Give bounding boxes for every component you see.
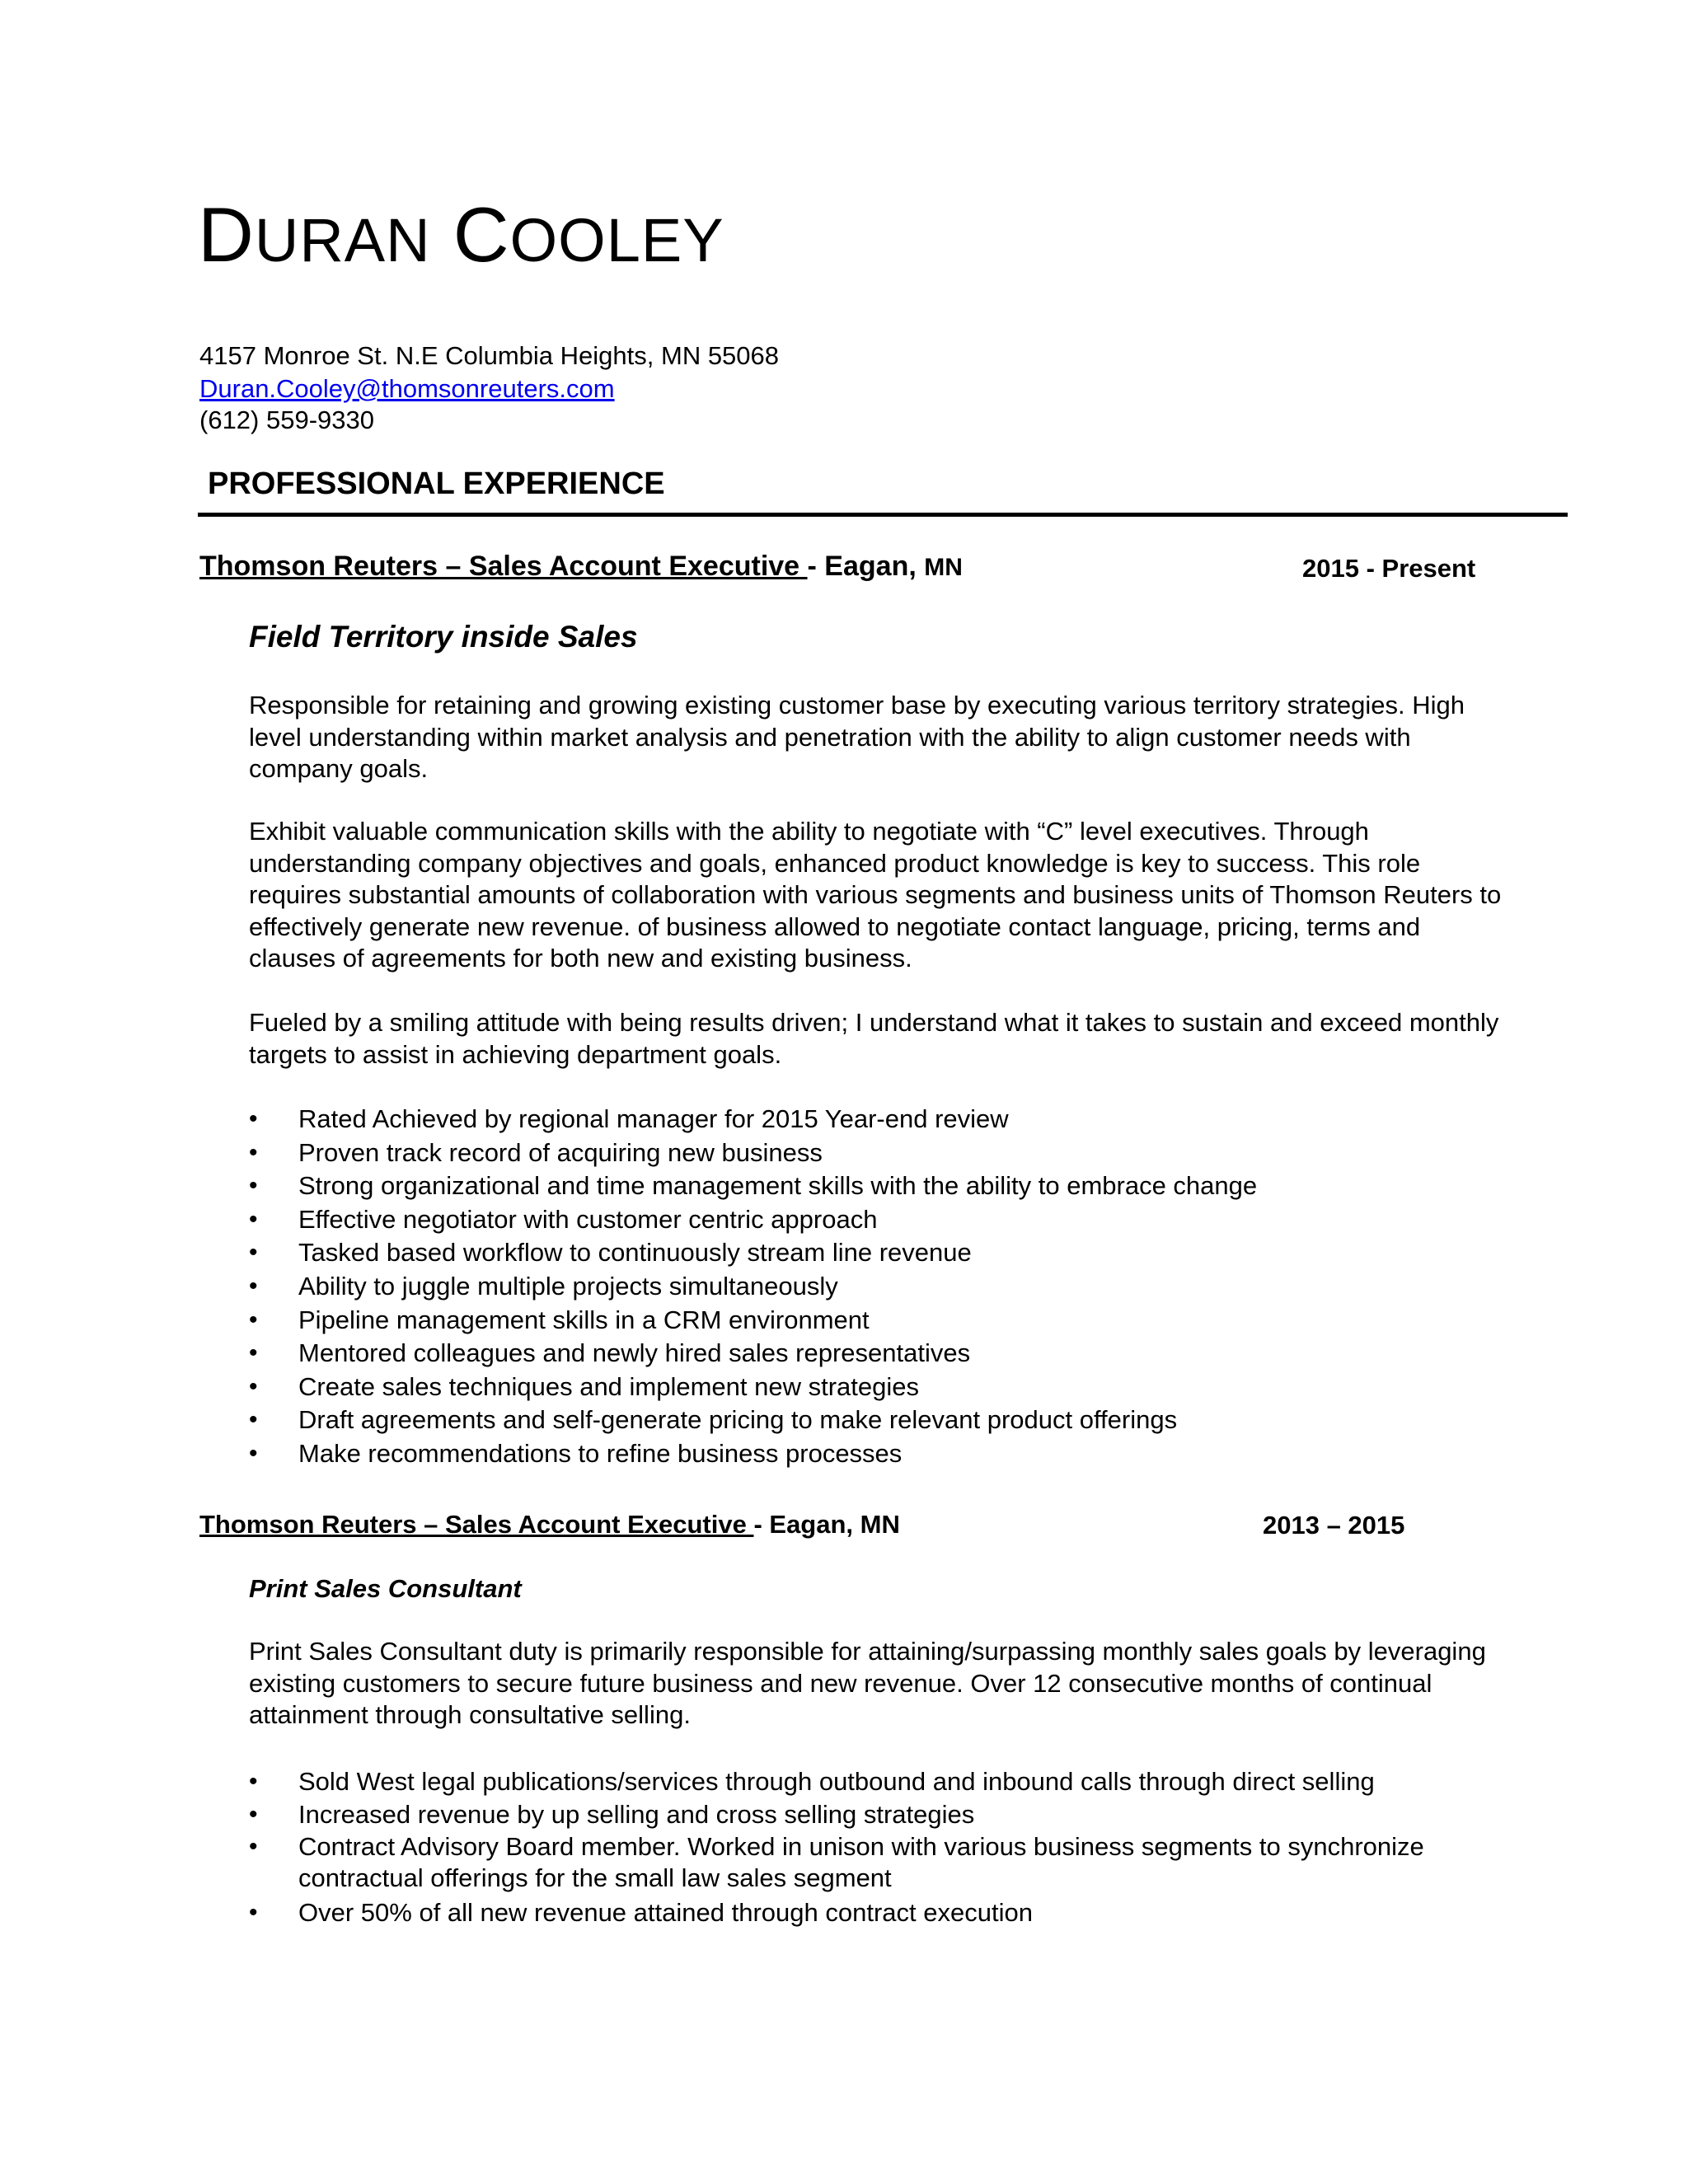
name-initial-first: D [198, 191, 255, 278]
job1-bullet-list [249, 1103, 1257, 1471]
list-item: • Increased revenue by up selling and cross selling strategies [249, 1798, 1510, 1831]
job1-title-location: - Eagan, [807, 551, 925, 582]
job2-title [199, 1510, 900, 1540]
list-item: • Rated Achieved by regional manager for 2015 Year-end review [249, 1103, 1257, 1137]
job2-title-company: Thomson Reuters – Sales Account Executive [199, 1510, 754, 1539]
job1-dates: 2015 - Present [1302, 554, 1476, 583]
job1-paragraph-1: Responsible for retaining and growing existing customer base by executing various territory strategies. High level understanding within market analysis and penetration with the ability to align customer needs with company goals. [249, 691, 1465, 783]
list-item: • Create sales techniques and implement new strategies [249, 1371, 1257, 1404]
job1-title [199, 551, 963, 583]
name-rest-last: OOLEY [509, 206, 724, 274]
name-initial-last: C [452, 191, 510, 278]
list-item: • Strong organizational and time management skills with the ability to embrace change [249, 1169, 1257, 1203]
job2-dates: 2013 – 2015 [1263, 1511, 1405, 1540]
name-rest-first: URAN [254, 206, 431, 274]
candidate-name [198, 191, 724, 278]
job2-bullet-list [249, 1765, 1510, 1929]
job2-title-location: - Eagan, MN [753, 1510, 900, 1539]
list-item: • Tasked based workflow to continuously stream line revenue [249, 1236, 1257, 1270]
job1-paragraph-3: Fueled by a smiling attitude with being results driven; I understand what it takes to sustain and exceed monthly targets to assist in achieving department goals. [249, 1008, 1499, 1069]
list-item: • Ability to juggle multiple projects simultaneously [249, 1270, 1257, 1304]
job1-role: Field Territory inside Sales [249, 620, 638, 654]
job1-title-company: Thomson Reuters – Sales Account Executive [199, 551, 808, 582]
list-item: • Proven track record of acquiring new business [249, 1137, 1257, 1170]
phone: (612) 559-9330 [199, 405, 374, 434]
address: 4157 Monroe St. N.E Columbia Heights, MN 55068 [199, 341, 780, 370]
list-item: • Over 50% of all new revenue attained through contract execution [249, 1896, 1510, 1929]
email-line [199, 373, 615, 405]
list-item: • Contract Advisory Board member. Worked in unison with various business segments to synchronize contractual offerings for the small law sales segment [249, 1831, 1510, 1894]
list-item: • Pipeline management skills in a CRM environment [249, 1304, 1257, 1338]
job2-role: Print Sales Consultant [249, 1574, 522, 1603]
job1-paragraph-2: Exhibit valuable communication skills with the ability to negotiate with “C” level executives. Through understanding company objectives and goals, enhanced product knowledge is key to success. This role requires substantial amounts of collaboration with various segments and business units of Thomson Reuters to effectively generate new revenue. of business allowed to negotiate contact language, pricing, terms and clauses of agreements for both new and existing business. [249, 817, 1502, 972]
job2-paragraph: Print Sales Consultant duty is primarily responsible for attaining/surpassing monthly sales goals by leveraging existing customers to secure future business and new revenue. Over 12 consecutive months of continual attainment through consultative selling. [249, 1637, 1486, 1729]
section-title: PROFESSIONAL EXPERIENCE [208, 466, 665, 501]
section-divider [198, 513, 1568, 517]
email-link[interactable]: Duran.Cooley@thomsonreuters.com [199, 374, 615, 403]
list-item: • Mentored colleagues and newly hired sales representatives [249, 1337, 1257, 1371]
list-item: • Make recommendations to refine business processes [249, 1437, 1257, 1471]
list-item: • Sold West legal publications/services through outbound and inbound calls through direct selling [249, 1765, 1510, 1798]
list-item: • Draft agreements and self-generate pricing to make relevant product offerings [249, 1404, 1257, 1437]
job1-title-state: MN [924, 554, 963, 581]
list-item: • Effective negotiator with customer centric approach [249, 1203, 1257, 1237]
